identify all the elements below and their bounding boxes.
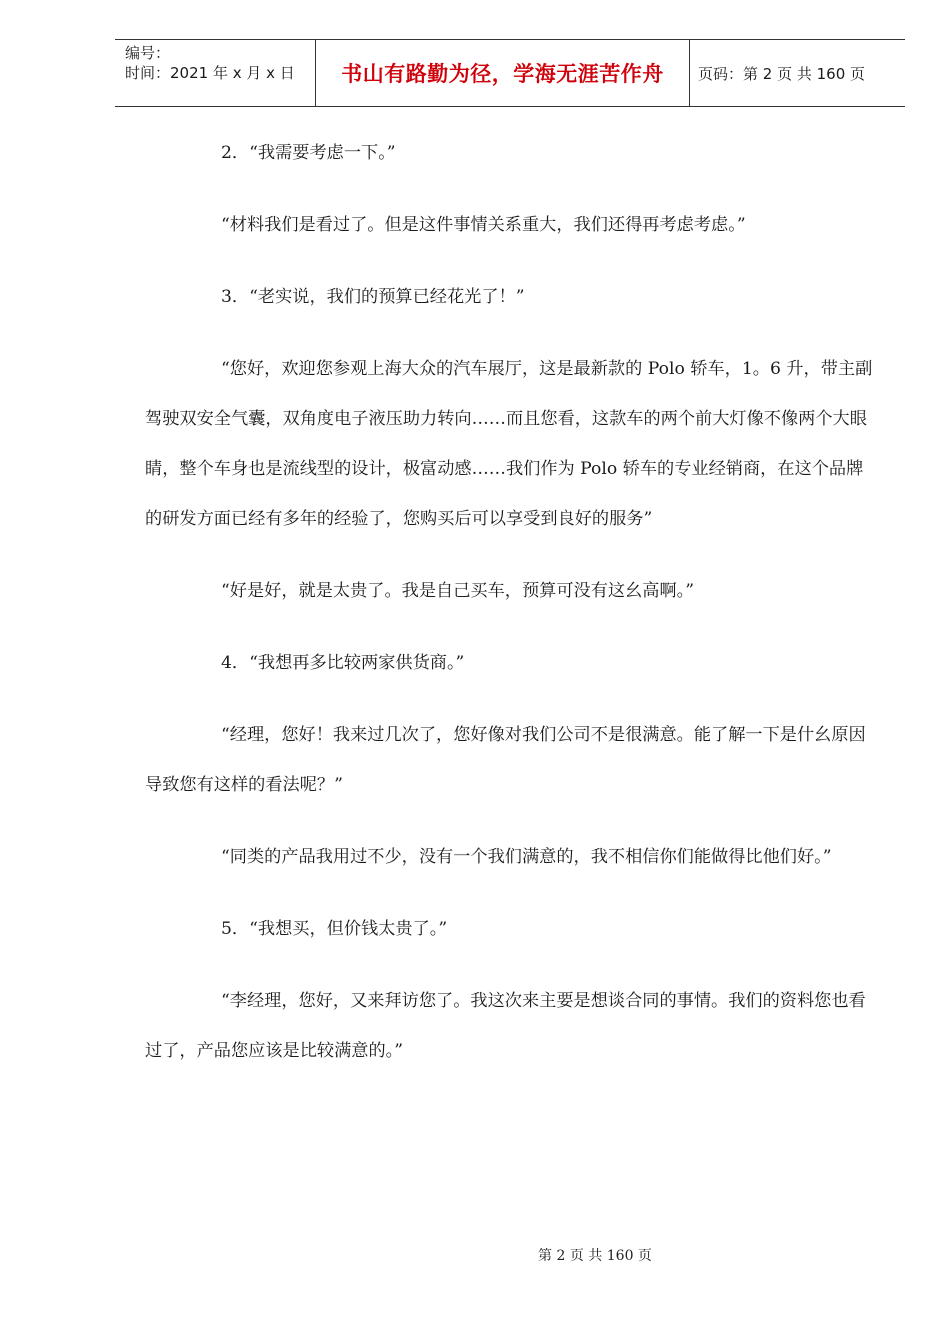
paragraph-6: 4．“我想再多比较两家供货商。” [221, 653, 465, 673]
header-meta [115, 40, 316, 106]
paragraph-3: 3．“老实说，我们的预算已经花光了！” [221, 287, 525, 307]
paragraph-4: “您好，欢迎您参观上海大众的汽车展厅，这是最新款的 Polo 轿车，1。6 升，带主副驾驶双安全气囊，双角度电子液压助力转向……而且您看，这款车的两个前大灯像不像两个大眼睛，整个车身也是流线型的设计，极富动感……我们作为 Polo 轿车的专业经销商，在这个品牌的研发方面已经有多年的经验了，您购买后可以享受到良好的服务” [145, 359, 873, 529]
paragraph-7: “经理，您好！我来过几次了，您好像对我们公司不是很满意。能了解一下是什幺原因导致您有这样的看法呢？” [145, 725, 866, 795]
header-motto: 书山有路勤为径，学海无涯苦作舟 [316, 40, 690, 106]
page-footer [0, 1245, 950, 1265]
footer-page-number: 第 2 页 共 160 页 [538, 1248, 652, 1264]
paragraph-1: 2．“我需要考虑一下。” [221, 143, 396, 163]
paragraph-9: 5．“我想买，但价钱太贵了。” [221, 919, 448, 939]
paragraph-2: “材料我们是看过了。但是这件事情关系重大，我们还得再考虑考虑。” [221, 215, 746, 235]
header-page-info: 页码：第 2 页 共 160 页 [698, 64, 866, 83]
paragraph-10: “李经理，您好，又来拜访您了。我这次来主要是想谈合同的事情。我们的资料您也看过了，产品您应该是比较满意的。” [145, 991, 866, 1061]
paragraph-8: “同类的产品我用过不少，没有一个我们满意的，我不相信你们能做得比他们好。” [221, 847, 832, 867]
document-number-label: 编号： [125, 44, 171, 62]
document-time-label: 时间：2021 年 x 月 x 日 [125, 64, 295, 82]
document-body [145, 128, 875, 1098]
paragraph-5: “好是好，就是太贵了。我是自己买车，预算可没有这幺高啊。” [221, 581, 695, 601]
page-header [115, 39, 905, 107]
